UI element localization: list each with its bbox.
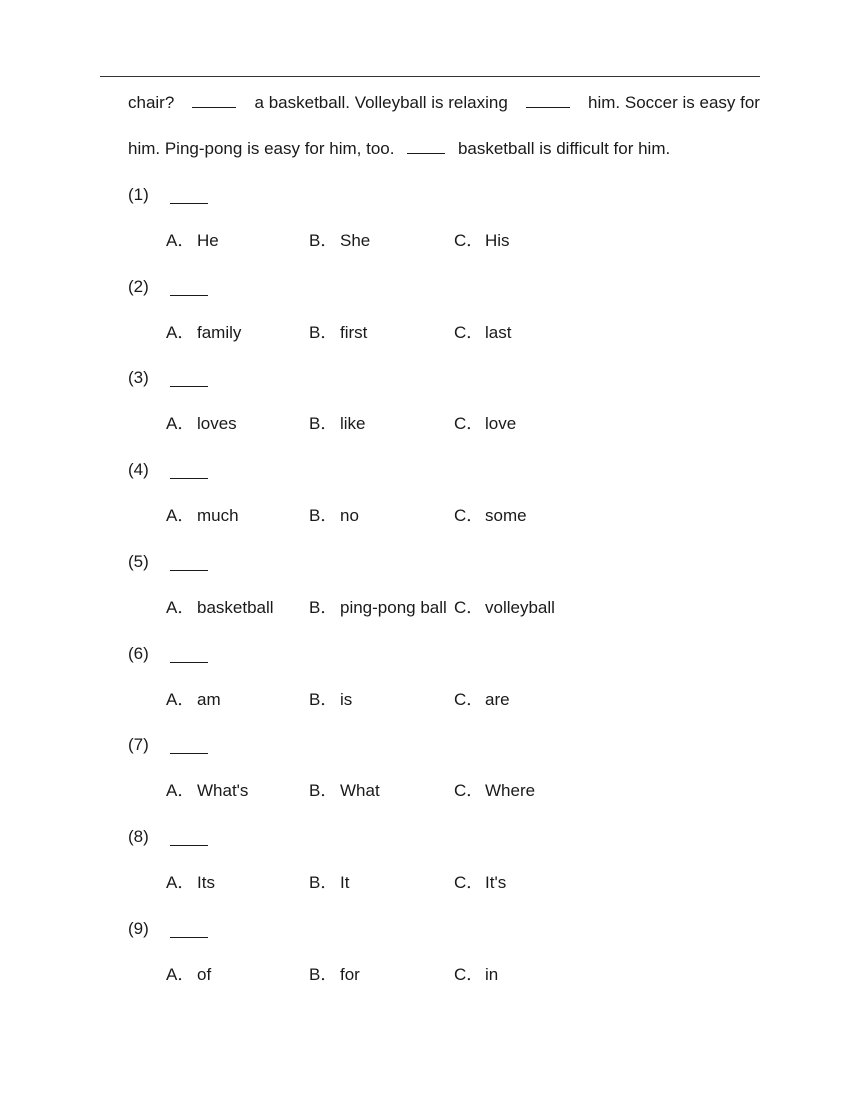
answer-blank <box>170 570 208 571</box>
question-number: (4) <box>128 460 149 479</box>
option-letter: B． <box>309 873 338 892</box>
answer-blank <box>170 295 208 296</box>
option-text: It's <box>485 873 507 892</box>
option-letter: A． <box>166 414 195 433</box>
passage-blank <box>526 92 570 108</box>
option-b <box>309 230 370 252</box>
option-letter: B． <box>309 506 338 525</box>
option-a <box>166 872 215 894</box>
option-text: for <box>340 965 360 984</box>
option-text: What <box>340 781 380 800</box>
passage-text: a basketball. Volleyball is relaxing <box>254 93 508 112</box>
question-number: (7) <box>128 735 149 754</box>
option-b <box>309 689 352 711</box>
option-letter: A． <box>166 231 195 250</box>
option-letter: B． <box>309 965 338 984</box>
option-text: What's <box>197 781 249 800</box>
answer-blank <box>170 937 208 938</box>
option-c <box>454 505 527 527</box>
answer-blank <box>170 753 208 754</box>
option-letter: A． <box>166 690 195 709</box>
passage-blank <box>407 138 445 154</box>
option-letter: B． <box>309 690 338 709</box>
answer-blank <box>170 478 208 479</box>
option-letter: C． <box>454 414 484 433</box>
option-b <box>309 322 367 344</box>
option-text: Its <box>197 873 215 892</box>
option-c <box>454 872 506 894</box>
option-text: His <box>485 231 510 250</box>
option-text: is <box>340 690 353 709</box>
option-text: am <box>197 690 221 709</box>
option-text: much <box>197 506 239 525</box>
option-text: in <box>485 965 499 984</box>
passage-text: him. Ping-pong is easy for him, too. <box>128 139 395 158</box>
option-text: first <box>340 323 368 342</box>
option-text: no <box>340 506 359 525</box>
question-number: (2) <box>128 277 149 296</box>
option-text: some <box>485 506 527 525</box>
option-a <box>166 689 221 711</box>
option-text: She <box>340 231 371 250</box>
passage-text: chair? <box>128 93 175 112</box>
option-a <box>166 780 248 802</box>
option-c <box>454 964 498 986</box>
option-letter: C． <box>454 323 484 342</box>
option-c <box>454 322 511 344</box>
option-b <box>309 597 447 619</box>
option-letter: A． <box>166 323 195 342</box>
header-rule <box>100 76 760 77</box>
option-letter: B． <box>309 414 338 433</box>
question-number: (1) <box>128 185 149 204</box>
option-letter: B． <box>309 231 338 250</box>
option-letter: A． <box>166 598 195 617</box>
answer-blank <box>170 845 208 846</box>
option-letter: A． <box>166 506 195 525</box>
option-c <box>454 597 555 619</box>
option-b <box>309 872 349 894</box>
option-letter: C． <box>454 781 484 800</box>
option-letter: C． <box>454 690 484 709</box>
answer-blank <box>170 662 208 663</box>
option-c <box>454 689 510 711</box>
option-letter: A． <box>166 781 195 800</box>
option-text: love <box>485 414 517 433</box>
option-letter: C． <box>454 231 484 250</box>
question-number: (5) <box>128 552 149 571</box>
option-a <box>166 413 237 435</box>
option-text: last <box>485 323 512 342</box>
option-a <box>166 964 211 986</box>
option-letter: A． <box>166 873 195 892</box>
option-text: Where <box>485 781 536 800</box>
option-text: basketball <box>197 598 274 617</box>
option-text: are <box>485 690 510 709</box>
passage-text: basketball is difficult for him. <box>457 139 671 158</box>
option-letter: C． <box>454 506 484 525</box>
option-c <box>454 780 535 802</box>
question-number: (3) <box>128 368 149 387</box>
option-a <box>166 505 239 527</box>
option-c <box>454 413 516 435</box>
answer-blank <box>170 203 208 204</box>
option-a <box>166 230 219 252</box>
passage-text: him. Soccer is easy for <box>588 93 760 112</box>
option-a <box>166 597 274 619</box>
option-b <box>309 505 359 527</box>
option-text: He <box>197 231 219 250</box>
option-b <box>309 413 366 435</box>
option-letter: B． <box>309 598 338 617</box>
option-letter: B． <box>309 781 338 800</box>
passage-line-2 <box>128 138 760 160</box>
option-letter: C． <box>454 965 484 984</box>
question-number: (9) <box>128 919 149 938</box>
option-text: loves <box>197 414 237 433</box>
option-text: family <box>197 323 242 342</box>
question-number: (6) <box>128 644 149 663</box>
option-text: ping-pong ball <box>340 598 447 617</box>
option-c <box>454 230 510 252</box>
option-b <box>309 964 360 986</box>
option-text: of <box>197 965 212 984</box>
option-letter: A． <box>166 965 195 984</box>
option-text: like <box>340 414 366 433</box>
option-text: It <box>340 873 350 892</box>
option-letter: C． <box>454 598 484 617</box>
option-text: volleyball <box>485 598 555 617</box>
option-letter: C． <box>454 873 484 892</box>
passage-blank <box>192 92 236 108</box>
passage-line-1 <box>128 92 760 114</box>
option-b <box>309 780 380 802</box>
answer-blank <box>170 386 208 387</box>
question-number: (8) <box>128 827 149 846</box>
option-letter: B． <box>309 323 338 342</box>
option-a <box>166 322 241 344</box>
